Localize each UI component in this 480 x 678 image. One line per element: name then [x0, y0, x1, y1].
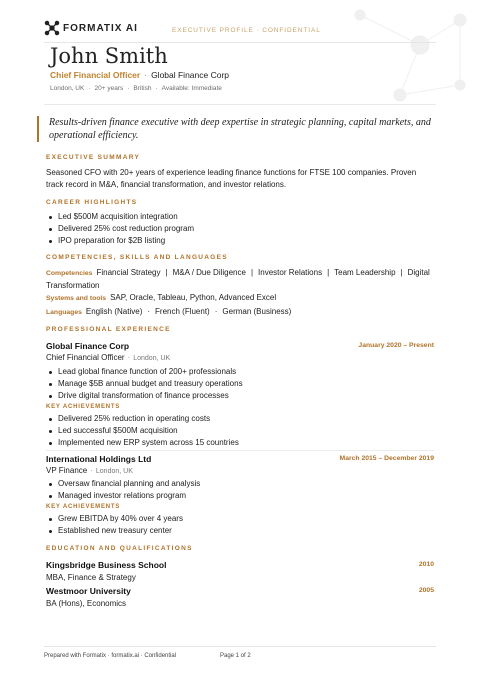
- job-subheader: VP Finance · London, UK: [46, 466, 133, 475]
- nationality: British: [133, 85, 152, 92]
- graduation-year: 2005: [418, 587, 434, 594]
- network-background-graphic: [330, 0, 480, 120]
- job-subheader: Chief Financial Officer · London, UK: [46, 353, 171, 362]
- list-item: Implemented new ERP system across 15 countries: [46, 437, 239, 449]
- skill-item: Financial Strategy: [96, 268, 161, 277]
- logo-text: FORMATIX AI: [63, 22, 138, 34]
- list-item: Led $500M acquisition integration: [46, 211, 194, 223]
- skill-item: M&A / Due Diligence: [172, 268, 246, 277]
- degree: MBA, Finance & Strategy: [46, 573, 136, 582]
- language-item: French (Fluent): [155, 307, 210, 316]
- job-role: Chief Financial Officer: [46, 353, 125, 362]
- employer-name: International Holdings Ltd: [46, 454, 152, 464]
- competencies-label: Competencies: [46, 270, 93, 277]
- page-footer: [44, 646, 436, 659]
- job-title: Chief Financial Officer: [50, 70, 141, 80]
- language-item: English (Native): [85, 307, 143, 316]
- languages-label: Languages: [46, 309, 82, 316]
- skill-item: Team Leadership: [334, 268, 396, 277]
- list-item: Lead global finance function of 200+ professionals: [46, 366, 243, 378]
- availability: Available: Immediate: [161, 85, 222, 92]
- header-tagline: EXECUTIVE PROFILE · CONFIDENTIAL: [172, 27, 321, 34]
- job-location: London, UK: [133, 355, 171, 362]
- languages-row: Languages English (Native) · French (Fluent) · German (Business): [46, 307, 292, 316]
- education-entry: [46, 586, 434, 608]
- executive-summary-text: Seasoned CFO with 20+ years of experience leading finance functions for FTSE 100 companies. Proven track record in M&A, financial transformation, and investor relations.: [46, 168, 417, 189]
- competencies-row: Competencies Financial Strategy | M&A / Due Diligence | Investor Relations | Team Leadership | Digital Transformation: [46, 268, 430, 290]
- systems-label: Systems and tools: [46, 295, 107, 302]
- divider: [44, 104, 436, 105]
- job-responsibilities-list: [46, 478, 200, 502]
- candidate-name: John Smith: [50, 44, 168, 68]
- header-bar: [44, 20, 436, 43]
- job-achievements-list: [46, 513, 183, 537]
- school-name: Kingsbridge Business School: [46, 560, 167, 570]
- job-dates: January 2020 – Present: [358, 342, 434, 349]
- years-experience: 20+ years: [94, 85, 124, 92]
- divider: [46, 450, 434, 451]
- key-achievements-label: KEY ACHIEVEMENTS: [46, 404, 121, 410]
- list-item: Oversaw financial planning and analysis: [46, 478, 200, 490]
- graduation-year: 2010: [418, 561, 434, 568]
- profile-meta: London, UK · 20+ years · British · Available: Immediate: [50, 85, 222, 92]
- list-item: Established new treasury center: [46, 525, 183, 537]
- section-heading-education: EDUCATION AND QUALIFICATIONS: [46, 545, 193, 552]
- language-item: German (Business): [222, 307, 292, 316]
- list-item: Manage $5B annual budget and treasury operations: [46, 378, 243, 390]
- job-location: London, UK: [95, 468, 133, 475]
- list-item: Led successful $500M acquisition: [46, 425, 239, 437]
- career-highlights-list: [46, 211, 194, 247]
- skill-item: Investor Relations: [258, 268, 323, 277]
- list-item: Delivered 25% cost reduction program: [46, 223, 194, 235]
- brand-logo: [44, 20, 138, 36]
- job-header: [46, 341, 434, 351]
- job-responsibilities-list: [46, 366, 243, 402]
- systems-row: [46, 292, 436, 305]
- location: London, UK: [50, 85, 85, 92]
- school-name: Westmoor University: [46, 586, 131, 596]
- section-heading-competencies: COMPETENCIES, SKILLS AND LANGUAGES: [46, 254, 228, 261]
- job-header: [46, 454, 434, 464]
- list-item: Drive digital transformation of finance processes: [46, 390, 243, 402]
- employer-name: Global Finance Corp: [46, 341, 130, 351]
- job-dates: March 2015 – December 2019: [339, 455, 434, 462]
- current-role: Chief Financial Officer · Global Finance Corp: [50, 70, 230, 80]
- key-achievements-label: KEY ACHIEVEMENTS: [46, 504, 121, 510]
- education-entry: [46, 560, 434, 582]
- network-logo-icon: [44, 20, 60, 36]
- job-achievements-list: [46, 413, 239, 449]
- degree: BA (Hons), Economics: [46, 599, 127, 608]
- page-number: Page 1 of 2: [220, 653, 251, 659]
- skill-item: Digital Transformation: [46, 268, 430, 290]
- section-heading-executive-summary: EXECUTIVE SUMMARY: [46, 154, 141, 161]
- section-heading-career-highlights: CAREER HIGHLIGHTS: [46, 199, 138, 206]
- systems-list: SAP, Oracle, Tableau, Python, Advanced Excel: [110, 293, 277, 302]
- list-item: Managed investor relations program: [46, 490, 200, 502]
- footer-credit: Prepared with Formatix · formatix.ai · Confidential: [44, 653, 177, 659]
- list-item: Delivered 25% reduction in operating costs: [46, 413, 239, 425]
- list-item: IPO preparation for $2B listing: [46, 235, 194, 247]
- job-role: VP Finance: [46, 466, 88, 475]
- summary-quote: Results-driven finance executive with deep expertise in strategic planning, capital markets, and operational efficiency.: [37, 116, 449, 142]
- list-item: Grew EBITDA by 40% over 4 years: [46, 513, 183, 525]
- section-heading-experience: PROFESSIONAL EXPERIENCE: [46, 326, 171, 333]
- current-company: Global Finance Corp: [151, 70, 230, 80]
